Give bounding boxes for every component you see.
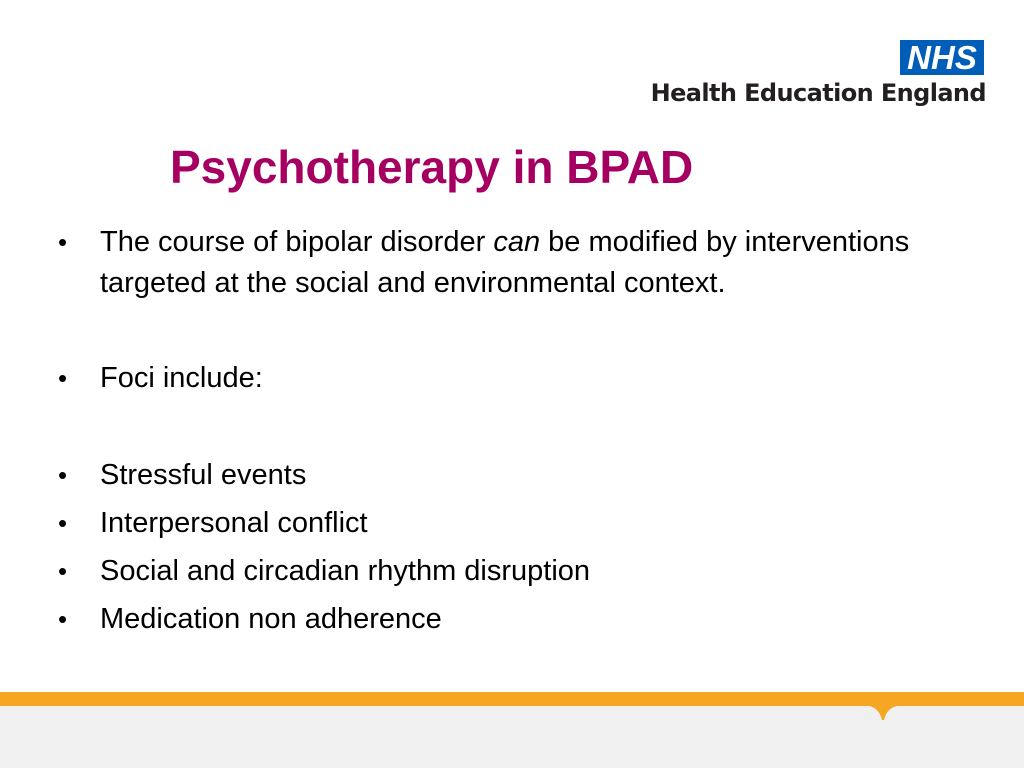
slide-title: Psychotherapy in BPAD xyxy=(170,141,694,193)
bullet-emphasis: can xyxy=(493,226,541,258)
nhs-logo-box: NHS xyxy=(900,40,984,75)
bullet-text: The course of bipolar disorder xyxy=(100,226,494,258)
bullet-item xyxy=(58,358,958,399)
hee-logo xyxy=(626,40,986,112)
bullet-item xyxy=(58,222,958,304)
organization-name: Health Education England xyxy=(650,79,986,107)
bullet-item xyxy=(58,455,958,496)
bullet-text: Medication non adherence xyxy=(100,603,442,635)
bullet-item xyxy=(58,551,958,592)
footer-notch-shape xyxy=(869,704,897,722)
bullet-text: Interpersonal conflict xyxy=(100,507,368,539)
bullet-item xyxy=(58,599,958,640)
bullet-text: Foci include: xyxy=(100,362,263,394)
bullet-text: be modified by interventions targeted at the social and environmental context. xyxy=(100,226,910,299)
bullet-text: Social and circadian rhythm disruption xyxy=(100,555,591,587)
bullet-list xyxy=(58,222,958,640)
bullet-item xyxy=(58,503,958,544)
bullet-text: Stressful events xyxy=(100,459,307,491)
